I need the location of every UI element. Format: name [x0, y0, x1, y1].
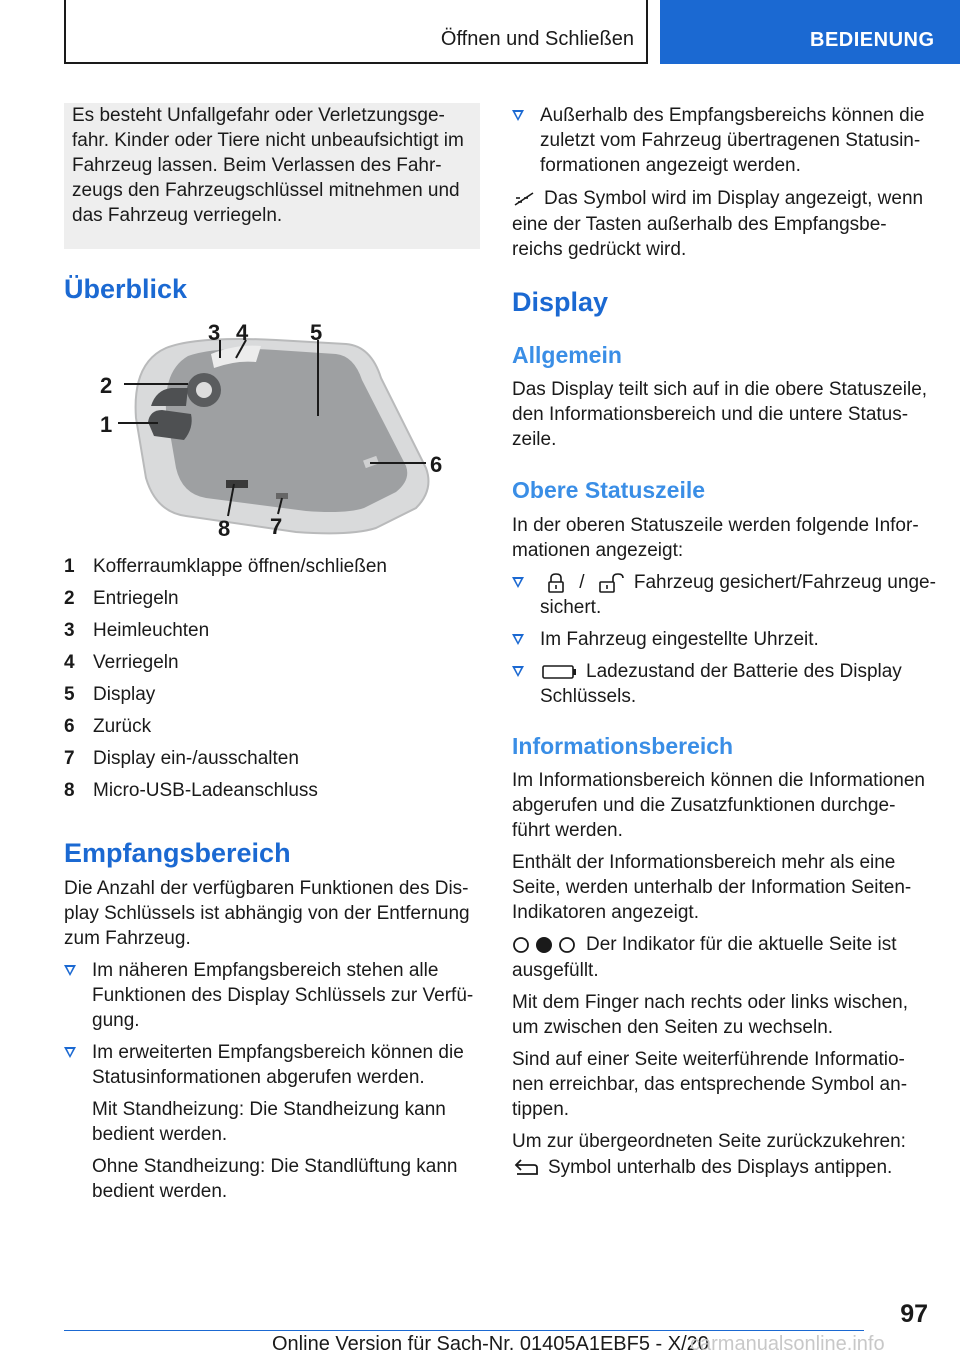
info-p4-1: Mit dem Finger nach rechts oder links wischen,: [512, 992, 908, 1013]
info-p2-3: Indikatoren angezeigt.: [512, 902, 699, 923]
watermark: carmanualsonline.info: [690, 1333, 885, 1355]
info-p2-2: Seite, werden unterhalb der Information Seiten-: [512, 877, 912, 898]
range-note-2: eine der Tasten außerhalb des Empfangsbe-: [512, 214, 887, 235]
info-p2-1: Enthält der Informationsbereich mehr als eine: [512, 852, 896, 873]
standlueftung-text-2: bedient werden.: [92, 1181, 228, 1202]
locked-icon: [546, 572, 566, 594]
header-chapter-box: [64, 0, 648, 64]
info-p5-1: Sind auf einer Seite weiterführende Informatio-: [512, 1049, 905, 1070]
lock-separator: /: [579, 572, 585, 593]
header-section-tab: [660, 0, 960, 64]
info-p1-3: führt werden.: [512, 820, 623, 841]
warning-line-4: zeugs den Fahrzeugschlüssel mitnehmen und: [72, 180, 460, 201]
info-p5-3: tippen.: [512, 1099, 570, 1120]
figure-label-5: 5: [310, 320, 323, 345]
info-p6-1: Um zur übergeordneten Seite zurückzukehren:: [512, 1131, 906, 1152]
range-note-1: Das Symbol wird im Display angezeigt, wenn: [512, 186, 923, 211]
info-p4-2: um zwischen den Seiten zu wechseln.: [512, 1017, 834, 1038]
general-text-2: den Informationsbereich und die untere Status-: [512, 404, 909, 425]
figure-label-1: 1: [100, 412, 113, 437]
bullet-triangle-icon: [64, 1047, 76, 1058]
section-title: BEDIENUNG: [810, 29, 935, 51]
figure-label-2: 2: [100, 373, 113, 398]
page-indicator-icon: [512, 936, 576, 954]
range-heading: Empfangsbereich: [64, 838, 291, 868]
info-p1-1: Im Informationsbereich können die Informationen: [512, 770, 925, 791]
footer-divider: [64, 1330, 864, 1331]
warning-line-1: Es besteht Unfallgefahr oder Verletzungsge-: [72, 105, 445, 126]
info-heading: Informationsbereich: [512, 733, 734, 759]
display-key-figure: [96, 318, 456, 540]
figure-label-4: 4: [236, 320, 249, 345]
range-bullet-extended: Im erweiterten Empfangsbereich können die Statusinformationen abgerufen werden. Mit Standheizung: Die Standheizung kann bedient werden. Ohne Standheizung: Die Standlüftung kann bedient werden.: [64, 1040, 480, 1200]
page-number: 97: [900, 1300, 928, 1328]
status-bullet-time: Im Fahrzeug eingestellte Uhrzeit.: [512, 627, 932, 652]
back-arrow-icon: [514, 1159, 540, 1177]
key-button-trunk: [148, 410, 192, 440]
overview-heading: Überblick: [64, 274, 188, 304]
standlueftung-text-1: Ohne Standheizung: Die Standlüftung kann: [92, 1156, 458, 1177]
key-usb-port: [226, 480, 248, 488]
warning-line-5: das Fahrzeug verriegeln.: [72, 205, 283, 226]
general-text-1: Das Display teilt sich auf in die obere Statuszeile,: [512, 379, 928, 400]
warning-box: [64, 103, 480, 249]
bullet-triangle-icon: [512, 634, 524, 645]
status-text-1: In der oberen Statuszeile werden folgende Infor-: [512, 515, 919, 536]
unlocked-icon: [598, 572, 624, 594]
range-intro-3: zum Fahrzeug.: [64, 928, 191, 949]
bullet-triangle-icon: [512, 666, 524, 677]
range-intro-2: play Schlüssels ist abhängig von der Entfernung: [64, 903, 470, 924]
footer-text: Online Version für Sach-Nr. 01405A1EBF5 - X/20: [272, 1333, 709, 1355]
info-p1-2: abgerufen und die Zusatzfunktionen durchge-: [512, 795, 896, 816]
info-p3-1: Der Indikator für die aktuelle Seite ist: [512, 932, 897, 957]
range-bullet-outside: Außerhalb des Empfangsbereichs können die zuletzt vom Fahrzeug übertragenen Statusin- formationen angezeigt werden.: [512, 103, 932, 178]
range-note-3: reichs gedrückt wird.: [512, 239, 687, 260]
figure-label-7: 7: [270, 514, 283, 539]
battery-icon: [542, 664, 578, 680]
figure-label-3: 3: [208, 320, 221, 345]
general-heading: Allgemein: [512, 342, 622, 368]
chapter-title: Öffnen und Schließen: [440, 28, 634, 50]
figure-label-8: 8: [218, 516, 231, 540]
warning-line-2: fahr. Kinder oder Tiere nicht unbeaufsichtigt im: [72, 130, 464, 151]
status-text-2: mationen angezeigt:: [512, 540, 684, 561]
bullet-triangle-icon: [512, 577, 524, 588]
figure-label-6: 6: [430, 452, 443, 477]
info-p3-2: ausgefüllt.: [512, 960, 599, 981]
status-heading: Obere Statuszeile: [512, 477, 706, 503]
range-intro-1: Die Anzahl der verfügbaren Funktionen des Dis-: [64, 878, 469, 899]
info-p5-2: nen erreichbar, das entsprechende Symbol an-: [512, 1074, 908, 1095]
range-bullet-near: Im näheren Empfangsbereich stehen alle Funktionen des Display Schlüssels zur Verfü- gung.: [64, 958, 480, 1033]
key-round-logo: [196, 382, 212, 398]
info-p6-2: Symbol unterhalb des Displays antippen.: [512, 1155, 892, 1180]
display-heading: Display: [512, 287, 609, 317]
bullet-triangle-icon: [64, 965, 76, 976]
bullet-triangle-icon: [512, 110, 524, 121]
warning-line-3: Fahrzeug lassen. Beim Verlassen des Fahr-: [72, 155, 442, 176]
general-text-3: zeile.: [512, 429, 557, 450]
status-bullet-battery: Ladezustand der Batterie des Display Schlüssels.: [512, 659, 932, 709]
standheizung-text-2: bedient werden.: [92, 1124, 228, 1145]
status-bullet-lock: / Fahrzeug gesichert/Fahrzeug unge- sichert.: [512, 570, 932, 620]
out-of-range-icon: [512, 190, 536, 208]
standheizung-text-1: Mit Standheizung: Die Standheizung kann: [92, 1099, 446, 1120]
